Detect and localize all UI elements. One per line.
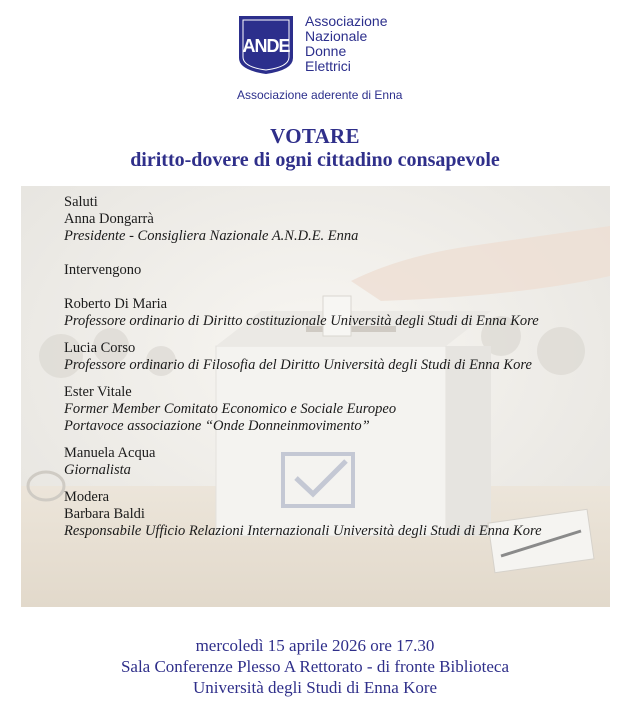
speaker-name: Manuela Acqua	[64, 445, 156, 461]
intervengono-label: Intervengono	[64, 262, 142, 278]
org-subtitle: Associazione aderente di Enna	[237, 88, 403, 102]
association-logo	[237, 14, 407, 106]
speaker-role: Portavoce associazione “Onde Donneinmovimento”	[64, 418, 370, 434]
event-title: VOTARE	[270, 124, 360, 148]
event-place: Sala Conferenze Plesso A Rettorato - di fronte Biblioteca	[120, 657, 510, 676]
speaker-name: Ester Vitale	[64, 384, 132, 400]
modera-role: Responsabile Ufficio Relazioni Internazionali Università degli Studi di Enna Kore	[64, 523, 542, 539]
speaker-name: Lucia Corso	[64, 340, 136, 356]
saluti-label: Saluti	[64, 194, 98, 210]
event-date: mercoledì 15 aprile 2026 ore 17.30	[195, 636, 435, 655]
program-text	[64, 194, 542, 540]
logo-letters: ANDE	[242, 36, 290, 56]
org-line: Donne	[305, 43, 347, 59]
org-name	[305, 14, 388, 74]
ande-emblem-icon	[237, 14, 295, 76]
org-line: Nazionale	[305, 28, 368, 44]
speaker-role: Former Member Comitato Economico e Sociale Europeo	[64, 401, 397, 417]
speaker-name: Roberto Di Maria	[64, 296, 168, 312]
speaker-role: Professore ordinario di Diritto costituzionale Università degli Studi di Enna Kore	[64, 313, 539, 329]
org-line: Elettrici	[305, 58, 351, 74]
event-subtitle: diritto-dovere di ogni cittadino consapevole	[130, 149, 500, 171]
org-line: Associazione	[305, 13, 388, 29]
saluti-name: Anna Dongarrà	[64, 211, 154, 227]
modera-name: Barbara Baldi	[64, 506, 145, 522]
event-university: Università degli Studi di Enna Kore	[192, 678, 438, 697]
speaker-role: Professore ordinario di Filosofia del Diritto Università degli Studi di Enna Kore	[64, 357, 532, 373]
saluti-role: Presidente - Consigliera Nazionale A.N.D.E. Enna	[64, 228, 359, 244]
modera-label: Modera	[64, 489, 110, 505]
speaker-role: Giornalista	[64, 462, 131, 478]
program-panel	[21, 186, 610, 607]
